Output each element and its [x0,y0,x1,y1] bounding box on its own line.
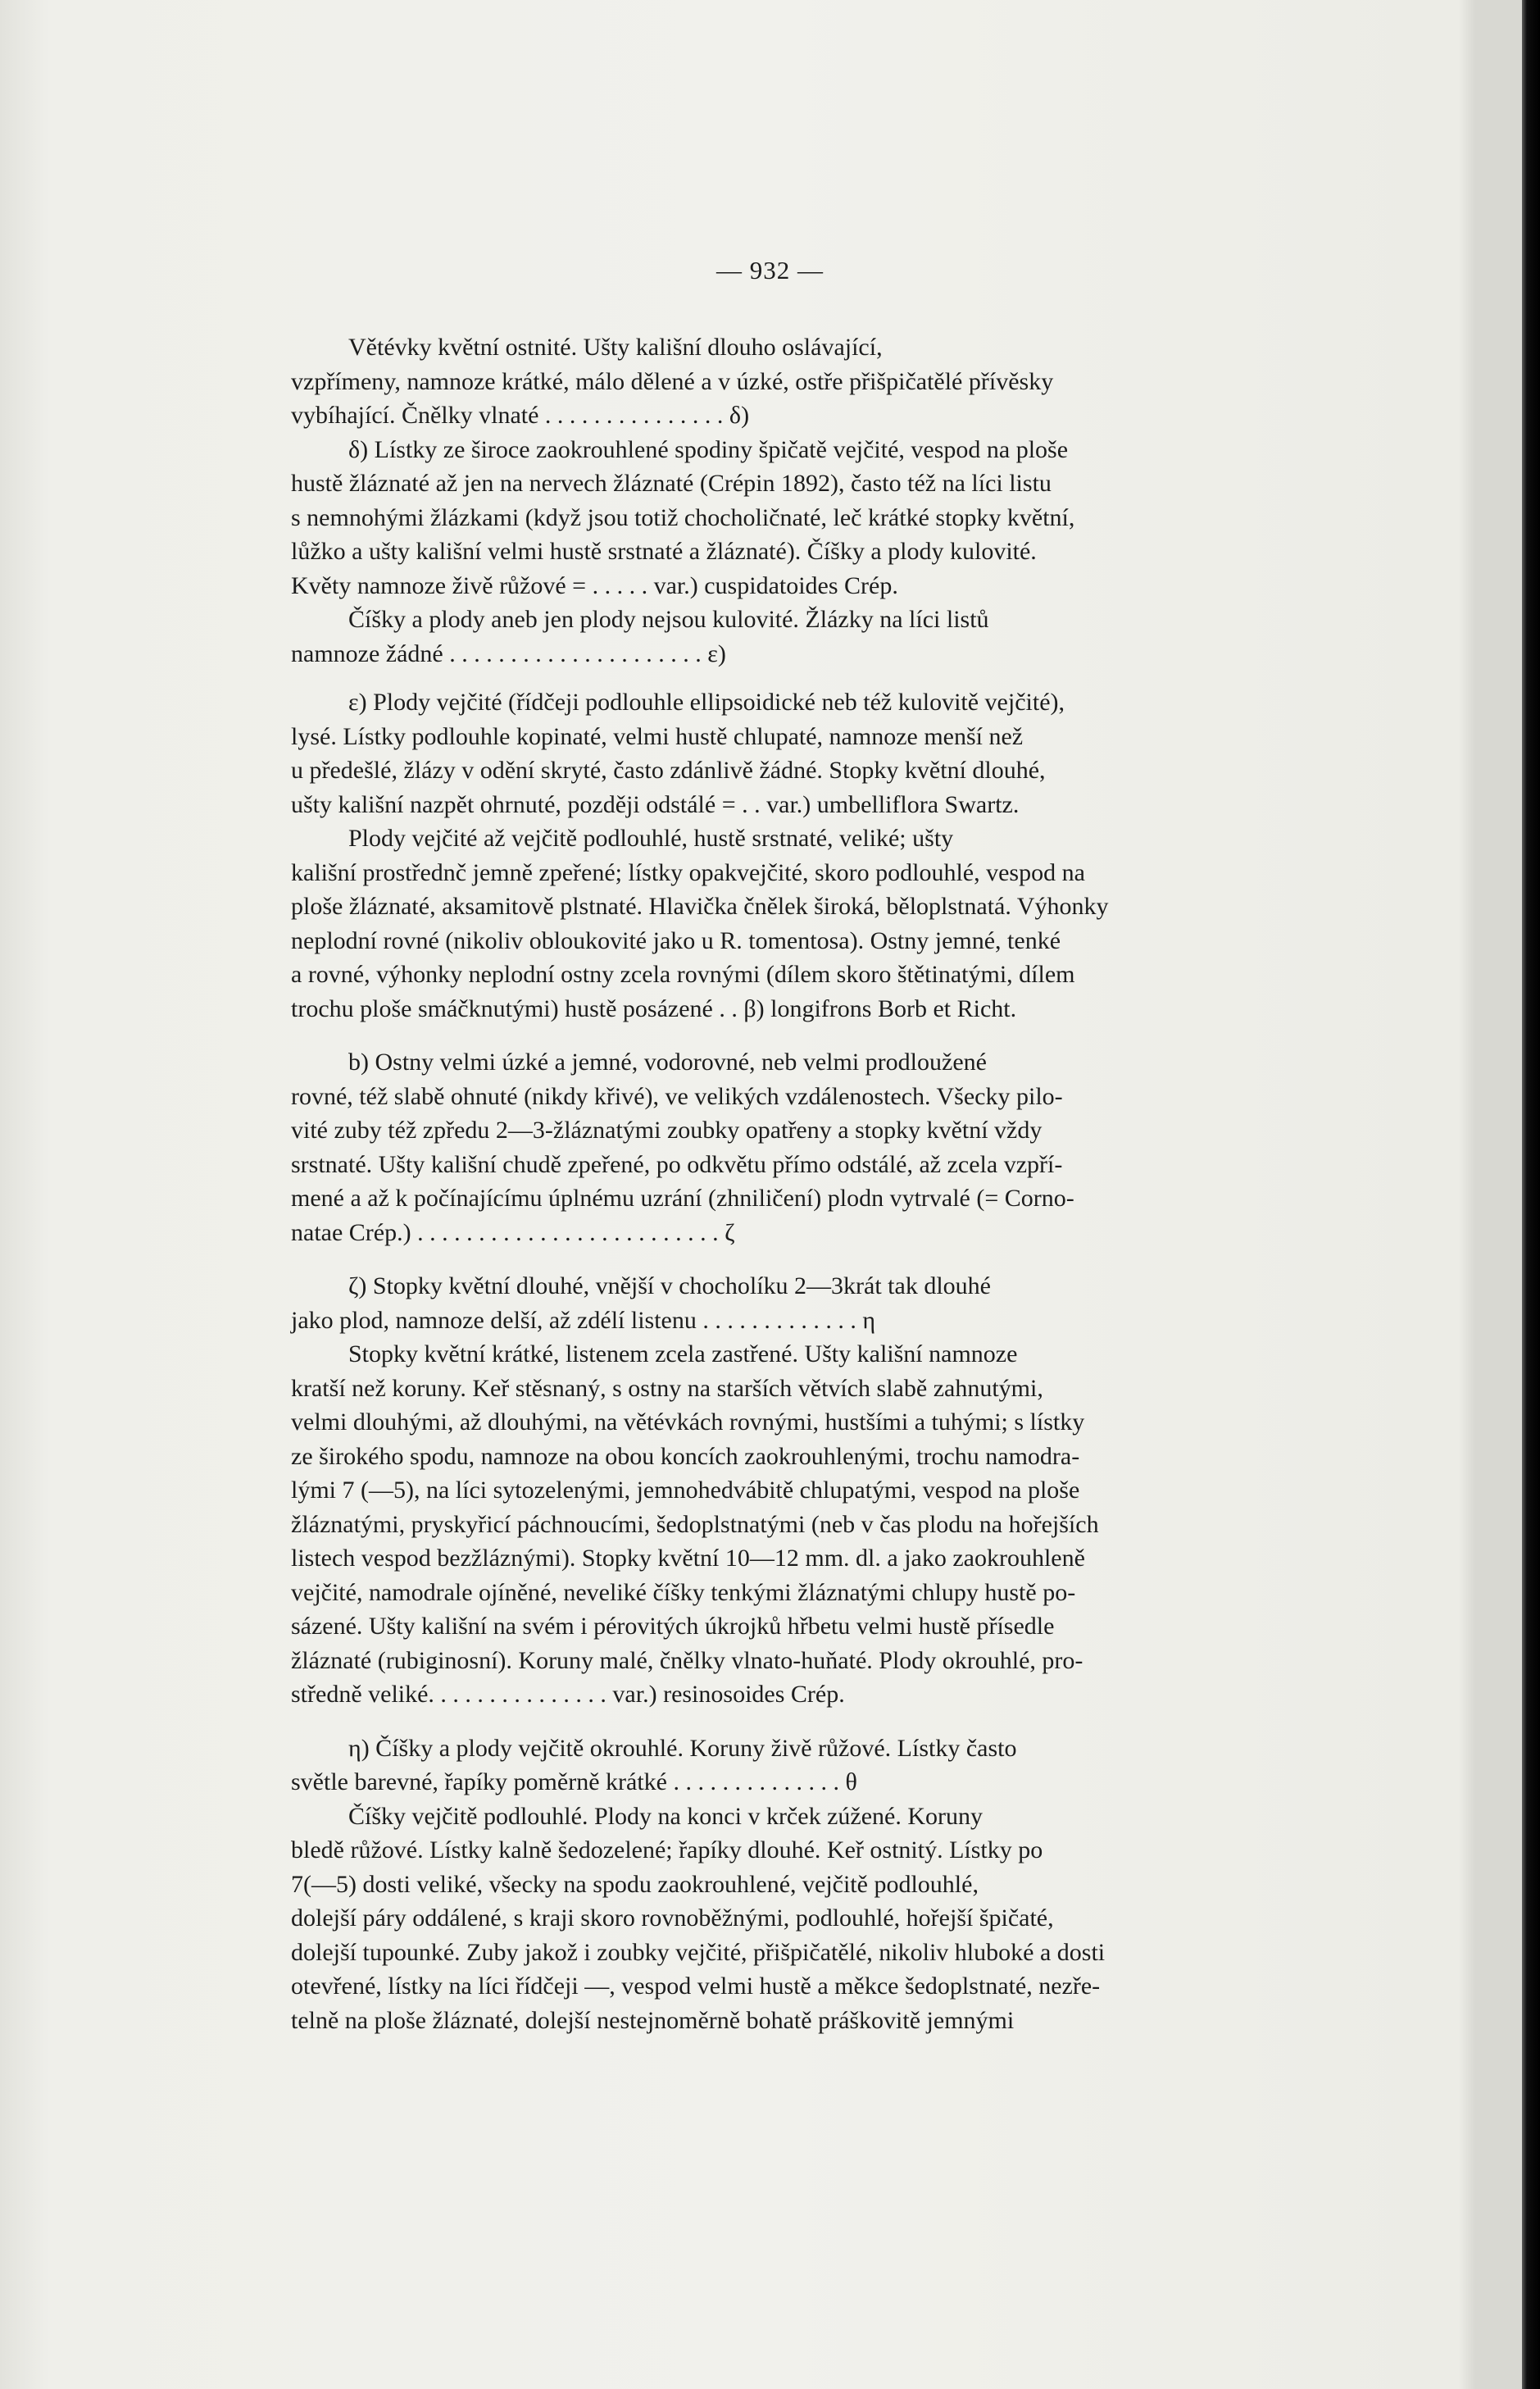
text-line: středně veliké. . . . . . . . . . . . . . . var.) resinosoides Crép. [291,1681,845,1708]
text-line: ploše žláznaté, aksamitově plstnaté. Hlavička čnělek široká, běloplstnatá. Výhonky [291,893,1109,920]
text-line: dolejší páry oddálené, s kraji skoro rovnoběžnými, podlouhlé, hořejší špičaté, [291,1904,1054,1932]
text-line: δ) Lístky ze široce zaokrouhlené spodiny špičatě vejčité, vespod na ploše [348,435,1069,463]
text-line: kratší než koruny. Keř stěsnaný, s ostny na starších větvích slabě zahnutými, [291,1374,1043,1402]
text-line: listech vespod bezžláznými). Stopky květní 10—12 mm. dl. a jako zaokrouhleně [291,1545,1085,1572]
text-line: mené a až k počínajícímu úplnému uzrání (zhniličení) plodn vytrvalé (= Corno- [291,1185,1074,1212]
text-line: vybíhající. Čnělky vlnaté . . . . . . . . . . . . . . . δ) [291,402,750,429]
text-line: Stopky květní krátké, listenem zcela zastřené. Ušty kališní namnoze [348,1340,1018,1367]
text-line: bledě růžové. Lístky kalně šedozelené; řapíky dlouhé. Keř ostnitý. Lístky po [291,1836,1043,1863]
text-line: ušty kališní nazpět ohrnuté, později odstálé = . . var.) umbelliflora Swartz. [291,790,1020,818]
text-line: rovné, též slabě ohnuté (nikdy křivé), ve velikých vzdálenostech. Všecky pilo- [291,1082,1063,1110]
text-line: žláznatými, pryskyřicí páchnoucími, šedoplstnatými (neb v čas plodu na hořejších [291,1510,1099,1538]
text-line: Číšky vejčitě podlouhlé. Plody na konci v krček zúžené. Koruny [348,1802,983,1830]
text-line: sázené. Ušty kališní na svém i pérovitých úkrojků hřbetu velmi hustě přísedle [291,1613,1055,1640]
body-text [291,330,1359,2037]
text-line: jako plod, namnoze delší, až zdélí listenu . . . . . . . . . . . . . η [291,1306,876,1334]
text-line: 7(—5) dosti veliké, všecky na spodu zaokrouhlené, vejčitě podlouhlé, [291,1870,979,1898]
text-line: b) Ostny velmi úzké a jemné, vodorovné, neb velmi prodloužené [348,1049,987,1076]
text-line: namnoze žádné . . . . . . . . . . . . . . . . . . . . . ε) [291,639,726,667]
text-line: u předešlé, žlázy v odění skryté, často zdánlivě žádné. Stopky květní dlouhé, [291,757,1046,784]
text-line: telně na ploše žláznaté, dolejší nestejnoměrně bohatě práškovitě jemnými [291,2006,1015,2034]
text-line: velmi dlouhými, až dlouhými, na větévkách rovnými, hustšími a tuhými; s lístky [291,1408,1085,1436]
text-line: a rovné, výhonky neplodní ostny zcela rovnými (dílem skoro štětinatými, dílem [291,961,1075,988]
text-line: vzpřímeny, namnoze krátké, málo dělené a v úzké, ostře přišpičatělé přívěsky [291,367,1054,395]
page-number: — 932 — [716,256,824,284]
scan-edge-shadow [1522,0,1540,2389]
text-line: vejčité, namodrale ojíněné, neveliké číšky tenkými žláznatými chlupy hustě po- [291,1578,1076,1606]
text-line: kališní prostřednč jemně zpeřené; lístky opakvejčité, skoro podlouhlé, vespod na [291,858,1085,886]
text-line: lými 7 (—5), na líci sytozelenými, jemnohedvábitě chlupatými, vespod na ploše [291,1477,1080,1504]
text-line: ζ) Stopky květní dlouhé, vnější v chocholíku 2—3krát tak dlouhé [348,1272,991,1299]
text-line: lysé. Lístky podlouhle kopinaté, velmi hustě chlupaté, namnoze menší než [291,722,1024,750]
text-line: neplodní rovné (nikoliv obloukovité jako u R. tomentosa). Ostny jemné, tenké [291,926,1061,954]
text-line: s nemnohými žlázkami (když jsou totiž chocholičnaté, leč krátké stopky květní, [291,503,1075,531]
text-line: Květy namnoze živě růžové = . . . . . var.) cuspidatoides Crép. [291,571,898,599]
text-line: vité zuby též zpředu 2—3-žláznatými zoubky opatřeny a stopky květní vždy [291,1117,1043,1144]
text-line: Plody vejčité až vejčitě podlouhlé, hustě srstnaté, veliké; ušty [348,825,954,852]
text-line: ze širokého spodu, namnoze na obou koncích zaokrouhlenými, trochu namodra- [291,1442,1080,1470]
text-line: η) Číšky a plody vejčitě okrouhlé. Koruny živě růžové. Lístky často [348,1734,1017,1762]
text-line: otevřené, lístky na líci řídčeji —, vespod velmi hustě a měkce šedoplstnaté, nezře- [291,1973,1101,2000]
text-line: světle barevné, řapíky poměrně krátké . . . . . . . . . . . . . . θ [291,1768,857,1795]
text-line: lůžko a ušty kališní velmi hustě srstnaté a žláznaté). Číšky a plody kulovité. [291,538,1037,565]
text-line: žláznaté (rubiginosní). Koruny malé, čnělky vlnato-huňaté. Plody okrouhlé, pro- [291,1646,1083,1674]
text-line: Číšky a plody aneb jen plody nejsou kulovité. Žlázky na líci listů [348,606,989,633]
text-line: hustě žláznaté až jen na nervech žláznaté (Crépin 1892), často též na líci listu [291,470,1052,497]
text-line: dolejší tupounké. Zuby jakož i zoubky vejčité, přišpičatělé, nikoliv hluboké a dosti [291,1938,1106,1966]
text-line: trochu ploše smáčknutými) hustě posázené . . β) longifrons Borb et Richt. [291,994,1017,1022]
text-line: natae Crép.) . . . . . . . . . . . . . . . . . . . . . . . . . ζ [291,1218,735,1246]
text-line: srstnaté. Ušty kališní chudě zpeřené, po odkvětu přímo odstálé, až zcela vzpří- [291,1150,1063,1178]
text-line: ε) Plody vejčité (řídčeji podlouhle ellipsoidické neb též kulovitě vejčité), [348,689,1065,716]
text-line: Větévky květní ostnité. Ušty kališní dlouho oslávající, [348,334,883,361]
